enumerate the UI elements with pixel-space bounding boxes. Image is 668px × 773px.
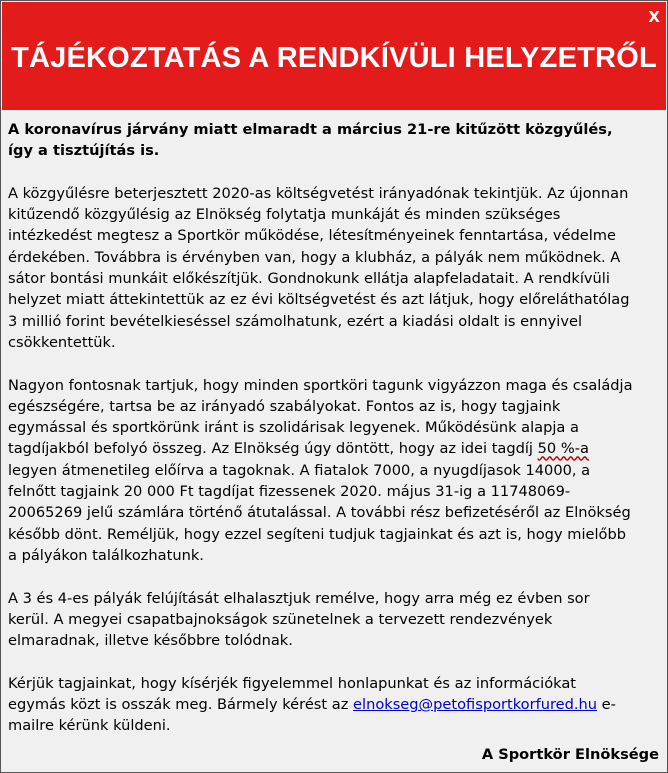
- text-line: intézkedést megtesz a Sportkör működése, létesítményeinek fenntartása, védelme: [8, 227, 616, 245]
- contact-paragraph: [8, 673, 660, 737]
- text-line: 20065269 jelű számlára történő átutalással. A további rész befizetéséről az Elnökség: [8, 504, 631, 522]
- text-line: e-: [597, 696, 616, 714]
- text-line: mailre kérünk küldeni.: [8, 717, 171, 735]
- text-line: A 3 és 4-es pályák felújítását elhalasztjuk remélve, hogy arra még ez évben sor: [8, 589, 590, 607]
- notice-header: [2, 2, 666, 110]
- text-line: Kérjük tagjainkat, hogy kísérjék figyelemmel honlapunkat és az információkat: [8, 674, 577, 692]
- text-line: egymással és sportkörünk iránt is szolidárisak legyenek. Működésünk alapja a: [8, 419, 579, 437]
- lead-line: A koronavírus járvány miatt elmaradt a március 21-re kitűzött közgyűlés,: [8, 121, 613, 138]
- text-line: 3 millió forint bevételkieséssel számolhatunk, ezért a kiadási oldalt is ennyivel: [8, 312, 583, 330]
- lead-line: így a tisztújítás is.: [8, 142, 160, 160]
- text-line: később dönt. Reméljük, hogy ezzel segíteni tudjuk tagjainkat és azt is, hogy mielőbb: [8, 525, 626, 543]
- lead-paragraph: [8, 119, 660, 162]
- text-line: csökkentettük.: [8, 333, 116, 351]
- text-line: A közgyűlésre beterjesztett 2020-as költségvetést irányadónak tekintjük. Az újonnan: [8, 184, 629, 202]
- text-line: tagdíjakból befolyó összeg. Az Elnökség úgy döntött, hogy az idei tagdíj: [8, 440, 538, 458]
- courts-paragraph: [8, 588, 660, 652]
- text-line: legyen átmenetileg előírva a tagoknak. A fiatalok 7000, a nyugdíjasok 14000, a: [8, 461, 591, 479]
- text-line: egymás közt is osszák meg. Bármely kérést az: [8, 696, 354, 714]
- notice-title: TÁJÉKOZTATÁS A RENDKÍVÜLI HELYZETRŐL: [11, 42, 657, 74]
- signature: A Sportkör Elnöksége: [481, 746, 659, 763]
- text-line: kitűzendő közgyűlésig az Elnökség folytatja munkáját és minden szükséges: [8, 206, 561, 224]
- text-line: a pályákon találkozhatunk.: [8, 546, 204, 564]
- notice-body: [8, 119, 660, 758]
- close-button[interactable]: X: [648, 8, 660, 26]
- text-line: érdekében. Továbbra is érvényben van, hogy a klubház, a pályák nem működnek. A: [8, 248, 621, 266]
- text-line: sátor bontási munkáit előkészítjük. Gondnokunk ellátja alapfeladatait. A rendkívüli: [8, 270, 610, 288]
- membership-fee-paragraph: [8, 375, 660, 567]
- text-line: felnőtt tagjaink 20 000 Ft tagdíjat fizessenek 2020. május 31-ig a 11748069-: [8, 483, 571, 501]
- text-line: egészségére, tartsa be az irányadó szabályokat. Fontos az is, hogy tagjaink: [8, 397, 561, 415]
- text-line: elmaradnak, illetve későbbre tolódnak.: [8, 632, 293, 650]
- text-line: kerül. A megyei csapatbajnokságok szünetelnek a tervezett rendezvények: [8, 610, 553, 628]
- text-line: helyzet miatt áttekintettük az ez évi költségvetést és azt látjuk, hogy előreláthatólag: [8, 291, 630, 309]
- email-link[interactable]: elnokseg@petofisportkorfured.hu: [353, 696, 598, 714]
- text-line: Nagyon fontosnak tartjuk, hogy minden sportköri tagunk vigyázzon maga és családja: [8, 376, 633, 394]
- fee-percentage: 50 %-a: [537, 440, 589, 458]
- budget-paragraph: [8, 183, 660, 353]
